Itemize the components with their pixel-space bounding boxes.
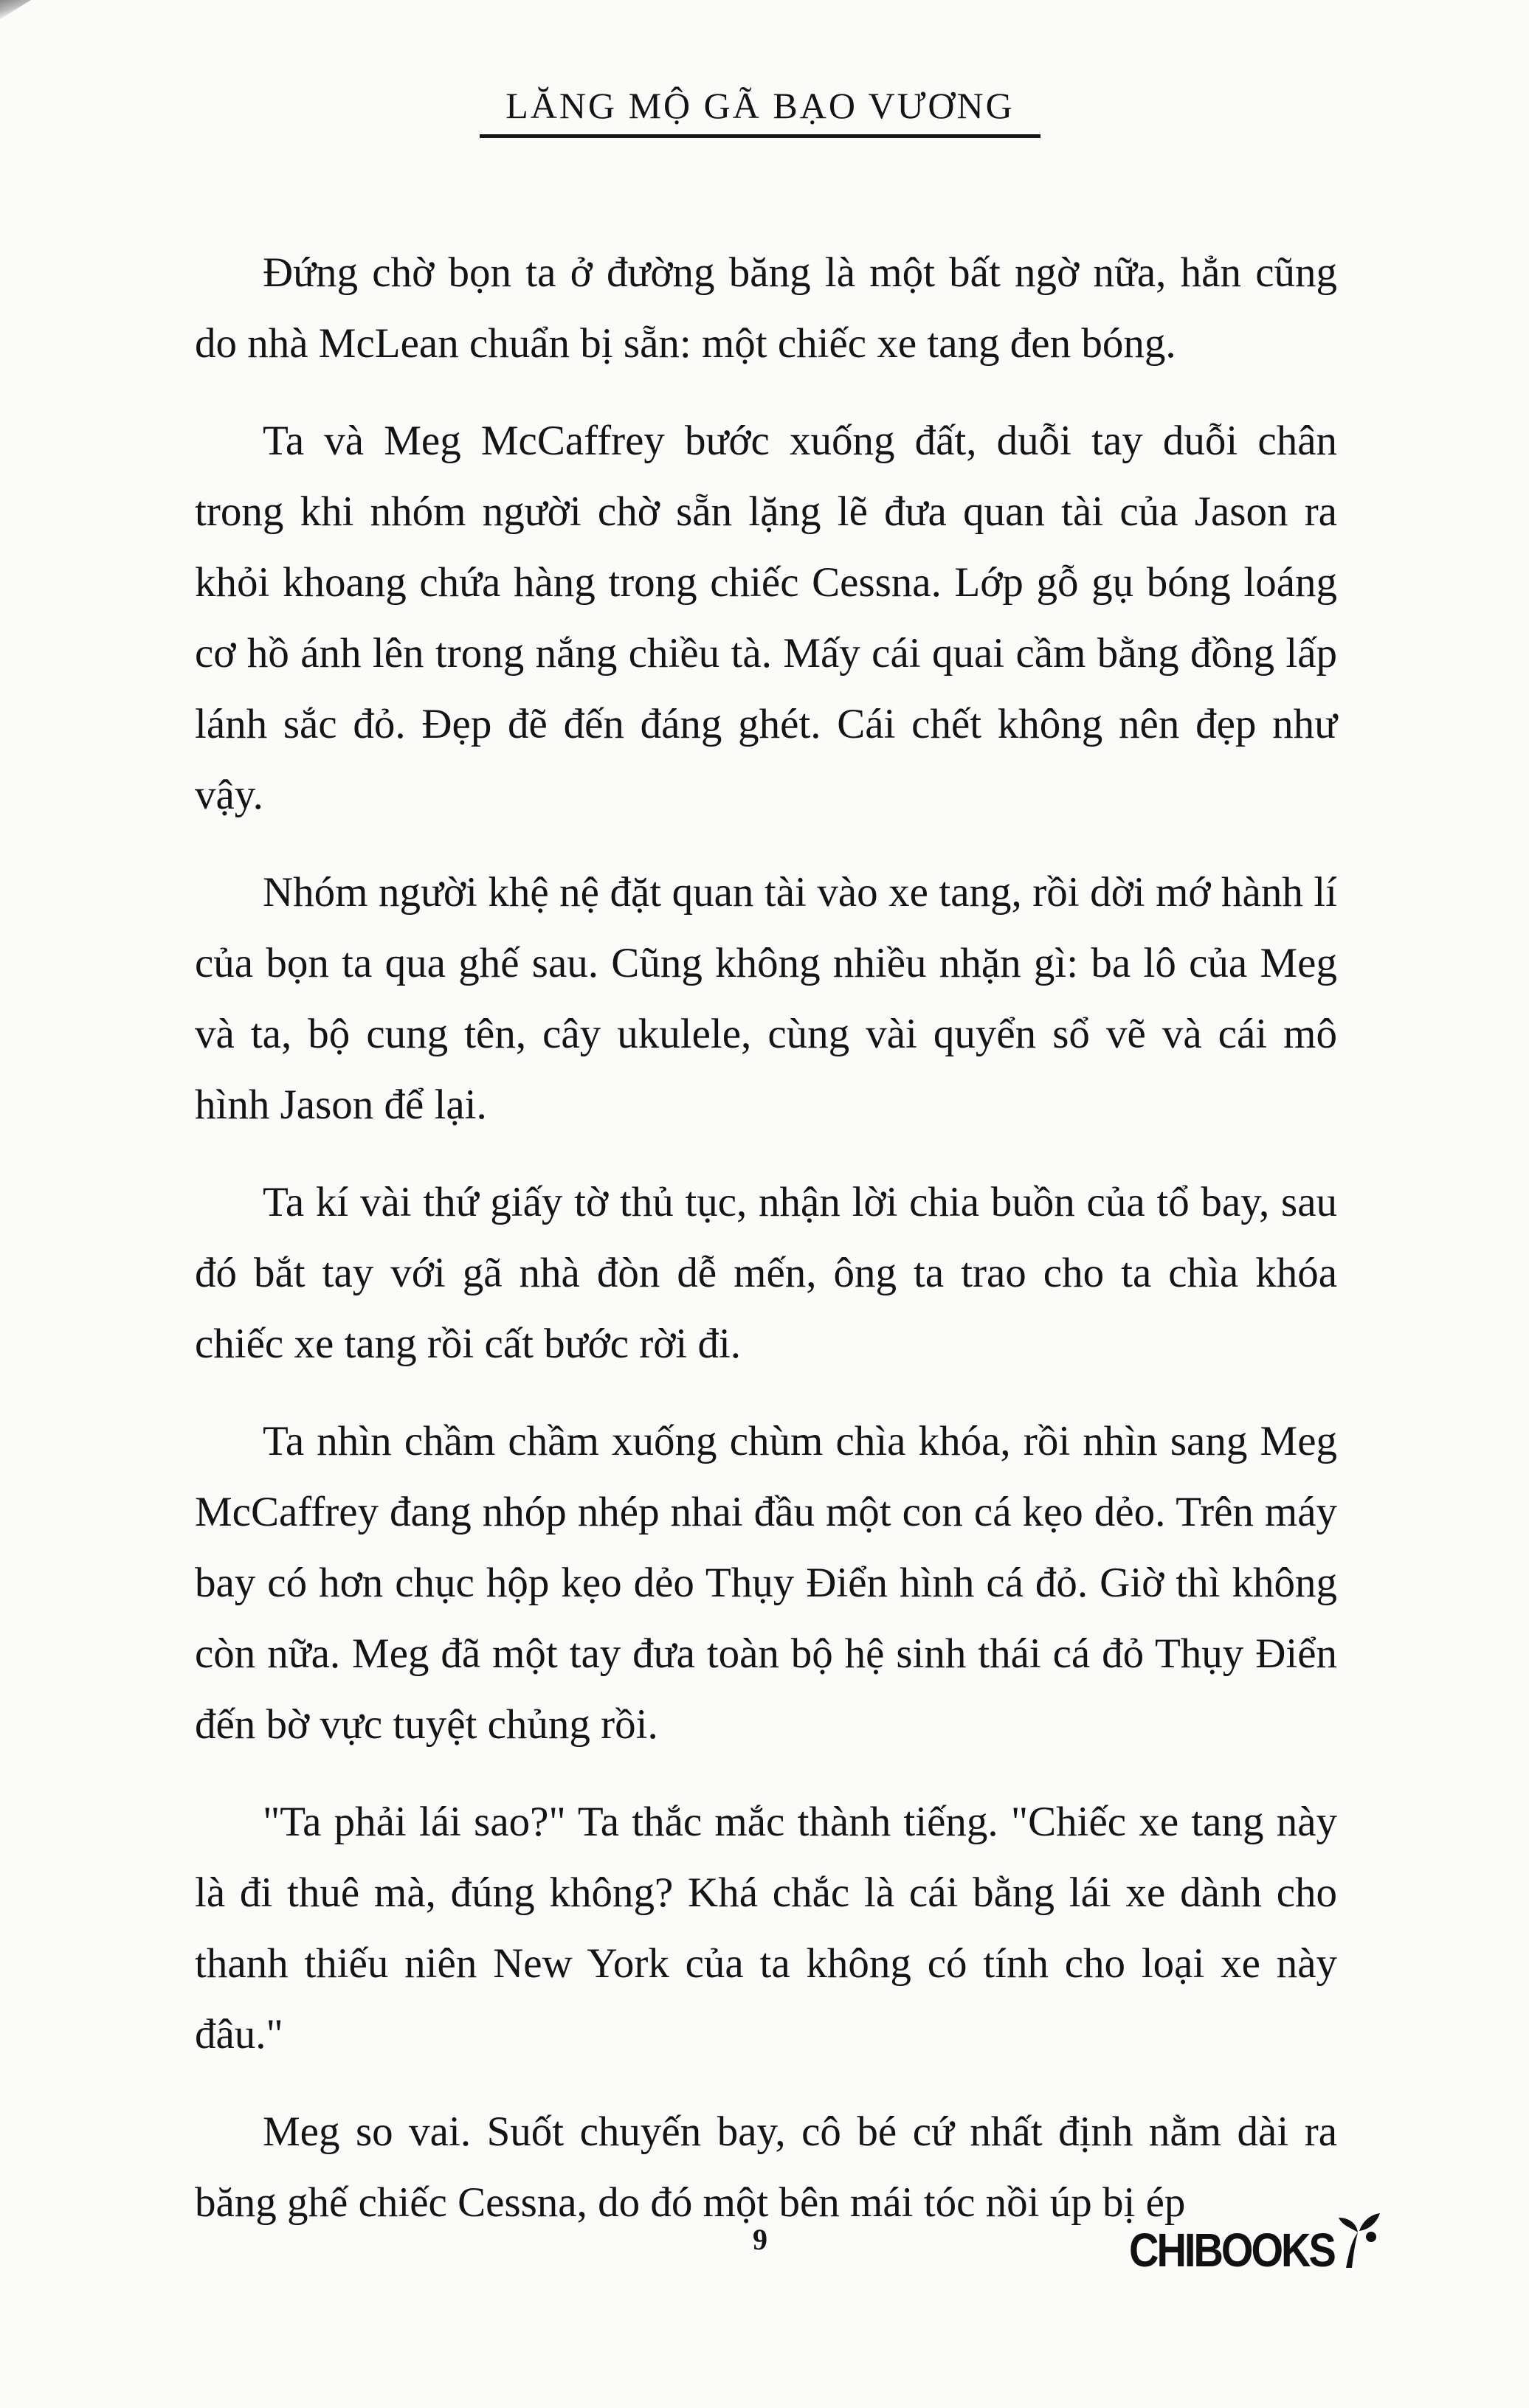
page-number: 9	[753, 2223, 767, 2256]
body-text	[195, 238, 1337, 2265]
publisher-logo	[1129, 2210, 1383, 2277]
leaf-sprout-icon	[1336, 2210, 1383, 2269]
publisher-name: CHIBOOKS	[1129, 2223, 1334, 2277]
paragraph: Ta kí vài thứ giấy tờ thủ tục, nhận lời chia buồn của tổ bay, sau đó bắt tay với gã nhà đòn dễ mến, ông ta trao cho ta chìa khóa chiếc xe tang rồi cất bước rời đi.	[195, 1179, 1337, 1367]
paragraph: Meg so vai. Suốt chuyến bay, cô bé cứ nhất định nằm dài ra băng ghế chiếc Cessna, do đó một bên mái tóc nồi úp bị ép	[195, 2108, 1337, 2226]
paragraph: Ta và Meg McCaffrey bước xuống đất, duỗi tay duỗi chân trong khi nhóm người chờ sẵn lặng lẽ đưa quan tài của Jason ra khỏi khoang chứa hàng trong chiếc Cessna. Lớp gỗ gụ bóng loáng cơ hồ ánh lên trong nắng chiều tà. Mấy cái quai cầm bằng đồng lấp lánh sắc đỏ. Đẹp đẽ đến đáng ghét. Cái chết không nên đẹp như vậy.	[195, 418, 1337, 818]
paragraph: Đứng chờ bọn ta ở đường băng là một bất ngờ nữa, hẳn cũng do nhà McLean chuẩn bị sẵn: một chiếc xe tang đen bóng.	[195, 249, 1337, 367]
scan-corner-mark	[0, 0, 31, 19]
paragraph: "Ta phải lái sao?" Ta thắc mắc thành tiếng. "Chiếc xe tang này là đi thuê mà, đúng không? Khá chắc là cái bằng lái xe dành cho thanh thiếu niên New York của ta không có tính cho loại xe này đâu."	[195, 1799, 1337, 2058]
running-header	[480, 87, 1040, 138]
paragraph: Ta nhìn chầm chầm xuống chùm chìa khóa, rồi nhìn sang Meg McCaffrey đang nhóp nhép nhai đầu một con cá kẹo dẻo. Trên máy bay có hơn chục hộp kẹo dẻo Thụy Điển hình cá đỏ. Giờ thì không còn nữa. Meg đã một tay đưa toàn bộ hệ sinh thái cá đỏ Thụy Điển đến bờ vực tuyệt chủng rồi.	[195, 1418, 1337, 1748]
paragraph: Nhóm người khệ nệ đặt quan tài vào xe tang, rồi dời mớ hành lí của bọn ta qua ghế sau. Cũng không nhiều nhặn gì: ba lô của Meg và ta, bộ cung tên, cây ukulele, cùng vài quyển sổ vẽ và cái mô hình Jason để lại.	[195, 869, 1337, 1128]
book-title: LĂNG MỘ GÃ BẠO VƯƠNG	[505, 85, 1015, 126]
header-rule	[480, 134, 1040, 138]
